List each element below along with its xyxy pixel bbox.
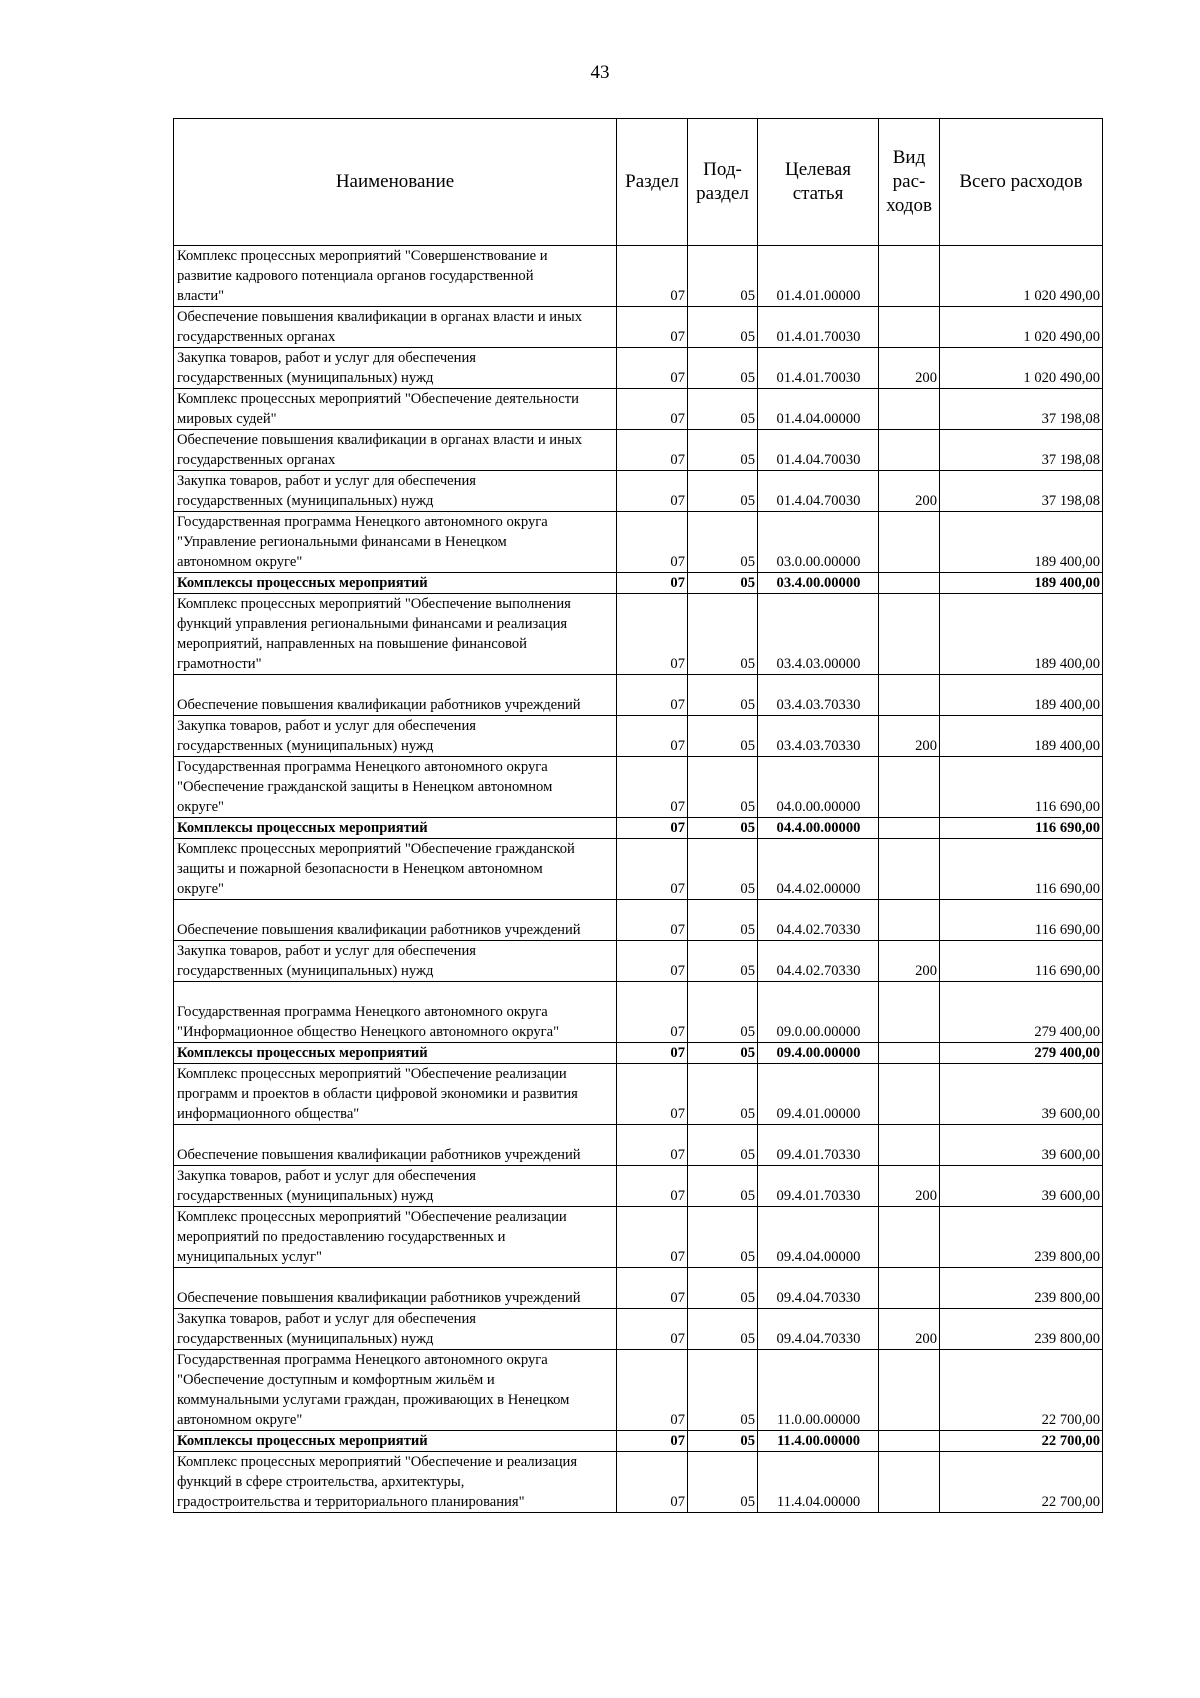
- name-line: автономном округе": [177, 1412, 303, 1428]
- table-row: [174, 1268, 1103, 1309]
- cell-target-article: 11.0.00.00000: [758, 1350, 879, 1431]
- cell-total: 189 400,00: [940, 573, 1103, 594]
- name-line: автономном округе": [177, 554, 303, 570]
- cell-name: [174, 1043, 617, 1064]
- cell-expense-type: [879, 1043, 940, 1064]
- cell-name: [174, 389, 617, 430]
- cell-total: 189 400,00: [940, 675, 1103, 716]
- cell-subsection: 05: [688, 1166, 758, 1207]
- cell-expense-type: [879, 757, 940, 818]
- header-subsection: Под- раздел: [688, 119, 758, 246]
- cell-target-article: 03.4.03.70330: [758, 675, 879, 716]
- cell-name: [174, 1309, 617, 1350]
- page-number: 43: [590, 62, 610, 83]
- cell-subsection: 05: [688, 982, 758, 1043]
- cell-target-article: 01.4.01.70030: [758, 307, 879, 348]
- cell-name: [174, 512, 617, 573]
- name-line: мировых судей": [177, 411, 277, 427]
- cell-name: [174, 716, 617, 757]
- table-row: [174, 348, 1103, 389]
- cell-total: 37 198,08: [940, 430, 1103, 471]
- cell-name: [174, 1064, 617, 1125]
- cell-section: 07: [617, 430, 688, 471]
- cell-total: 116 690,00: [940, 839, 1103, 900]
- cell-target-article: 09.4.04.70330: [758, 1268, 879, 1309]
- name-line: Государственная программа Ненецкого автономного округа: [177, 514, 548, 530]
- name-line: Обеспечение повышения квалификации работников учреждений: [177, 1147, 581, 1163]
- cell-expense-type: 200: [879, 941, 940, 982]
- name-line: функций управления региональными финансами и реализация: [177, 616, 568, 632]
- cell-section: 07: [617, 594, 688, 675]
- name-line: Обеспечение повышения квалификации работников учреждений: [177, 922, 581, 938]
- cell-expense-type: [879, 573, 940, 594]
- cell-section: 07: [617, 573, 688, 594]
- name-line: Комплекс процессных мероприятий "Обеспечение и реализация: [177, 1454, 578, 1470]
- cell-total: 39 600,00: [940, 1125, 1103, 1166]
- name-line: Обеспечение повышения квалификации в органах власти и иных: [177, 309, 583, 325]
- cell-section: 07: [617, 900, 688, 941]
- cell-name: [174, 594, 617, 675]
- table-row: [174, 900, 1103, 941]
- cell-expense-type: [879, 1268, 940, 1309]
- name-line: программ и проектов в области цифровой экономики и развития: [177, 1086, 578, 1102]
- name-line: "Управление региональными финансами в Ненецком: [177, 534, 507, 550]
- header-target-article: Целевая статья: [758, 119, 879, 246]
- cell-expense-type: [879, 818, 940, 839]
- table-row: [174, 1166, 1103, 1207]
- cell-total: 239 800,00: [940, 1207, 1103, 1268]
- cell-section: 07: [617, 1043, 688, 1064]
- cell-total: 39 600,00: [940, 1166, 1103, 1207]
- table-row: [174, 389, 1103, 430]
- cell-total: 279 400,00: [940, 1043, 1103, 1064]
- table-row: [174, 982, 1103, 1043]
- cell-section: 07: [617, 512, 688, 573]
- cell-section: 07: [617, 675, 688, 716]
- cell-expense-type: [879, 1350, 940, 1431]
- table-row: [174, 839, 1103, 900]
- cell-expense-type: [879, 430, 940, 471]
- cell-name: [174, 839, 617, 900]
- cell-subsection: 05: [688, 1207, 758, 1268]
- cell-name: [174, 941, 617, 982]
- cell-section: 07: [617, 1125, 688, 1166]
- cell-subsection: 05: [688, 1043, 758, 1064]
- name-line: Комплексы процессных мероприятий: [177, 820, 428, 836]
- name-line: Государственная программа Ненецкого автономного округа: [177, 1352, 548, 1368]
- name-line: власти": [177, 288, 225, 304]
- cell-name: [174, 982, 617, 1043]
- cell-subsection: 05: [688, 1452, 758, 1513]
- name-line: Комплексы процессных мероприятий: [177, 575, 428, 591]
- cell-total: 279 400,00: [940, 982, 1103, 1043]
- cell-subsection: 05: [688, 818, 758, 839]
- cell-subsection: 05: [688, 573, 758, 594]
- cell-target-article: 01.4.01.00000: [758, 246, 879, 307]
- cell-section: 07: [617, 307, 688, 348]
- cell-name: [174, 1350, 617, 1431]
- cell-total: 189 400,00: [940, 512, 1103, 573]
- name-line: государственных (муниципальных) нужд: [177, 493, 434, 509]
- table-row: [174, 594, 1103, 675]
- cell-name: [174, 1452, 617, 1513]
- cell-subsection: 05: [688, 1125, 758, 1166]
- cell-total: 189 400,00: [940, 716, 1103, 757]
- cell-subsection: 05: [688, 246, 758, 307]
- name-line: округе": [177, 881, 225, 897]
- name-line: Закупка товаров, работ и услуг для обеспечения: [177, 350, 476, 366]
- cell-section: 07: [617, 982, 688, 1043]
- name-line: Закупка товаров, работ и услуг для обеспечения: [177, 718, 476, 734]
- name-line: градостроительства и территориального планирования": [177, 1494, 525, 1510]
- table-row: [174, 307, 1103, 348]
- cell-section: 07: [617, 941, 688, 982]
- table-row: [174, 512, 1103, 573]
- cell-expense-type: [879, 839, 940, 900]
- name-line: Обеспечение повышения квалификации работников учреждений: [177, 1290, 581, 1306]
- name-line: мероприятий, направленных на повышение финансовой: [177, 636, 527, 652]
- cell-target-article: 03.4.03.00000: [758, 594, 879, 675]
- table-row: [174, 1309, 1103, 1350]
- cell-section: 07: [617, 1350, 688, 1431]
- cell-total: 37 198,08: [940, 389, 1103, 430]
- cell-section: 07: [617, 1207, 688, 1268]
- table-row: [174, 573, 1103, 594]
- cell-target-article: 09.0.00.00000: [758, 982, 879, 1043]
- cell-section: 07: [617, 1431, 688, 1452]
- table-row: [174, 1452, 1103, 1513]
- name-line: мероприятий по предоставлению государственных и: [177, 1229, 506, 1245]
- cell-name: [174, 1431, 617, 1452]
- cell-name: [174, 1268, 617, 1309]
- cell-name: [174, 1166, 617, 1207]
- cell-expense-type: 200: [879, 471, 940, 512]
- cell-total: 1 020 490,00: [940, 246, 1103, 307]
- table-row: [174, 1125, 1103, 1166]
- cell-expense-type: [879, 982, 940, 1043]
- cell-target-article: 09.4.00.00000: [758, 1043, 879, 1064]
- name-line: Комплекс процессных мероприятий "Обеспечение гражданской: [177, 841, 575, 857]
- cell-subsection: 05: [688, 430, 758, 471]
- cell-expense-type: [879, 246, 940, 307]
- name-line: государственных (муниципальных) нужд: [177, 1188, 434, 1204]
- header-section: Раздел: [617, 119, 688, 246]
- cell-expense-type: [879, 1125, 940, 1166]
- name-line: округе": [177, 799, 225, 815]
- table-header-row: [174, 119, 1103, 246]
- table-row: [174, 1350, 1103, 1431]
- cell-target-article: 04.4.02.00000: [758, 839, 879, 900]
- cell-expense-type: [879, 1452, 940, 1513]
- cell-section: 07: [617, 1064, 688, 1125]
- cell-target-article: 09.4.01.00000: [758, 1064, 879, 1125]
- cell-total: 116 690,00: [940, 757, 1103, 818]
- name-line: "Информационное общество Ненецкого автономного округа": [177, 1024, 560, 1040]
- name-line: государственных органах: [177, 329, 336, 345]
- cell-total: 22 700,00: [940, 1350, 1103, 1431]
- table-row: [174, 1064, 1103, 1125]
- budget-table: [173, 118, 1103, 1513]
- cell-expense-type: [879, 594, 940, 675]
- name-line: Закупка товаров, работ и услуг для обеспечения: [177, 943, 476, 959]
- cell-section: 07: [617, 757, 688, 818]
- name-line: развитие кадрового потенциала органов государственной: [177, 268, 534, 284]
- cell-name: [174, 675, 617, 716]
- table-row: [174, 818, 1103, 839]
- cell-subsection: 05: [688, 471, 758, 512]
- table-row: [174, 246, 1103, 307]
- name-line: коммунальными услугами граждан, проживающих в Ненецком: [177, 1392, 570, 1408]
- cell-target-article: 03.4.03.70330: [758, 716, 879, 757]
- cell-subsection: 05: [688, 839, 758, 900]
- cell-expense-type: [879, 1207, 940, 1268]
- cell-section: 07: [617, 389, 688, 430]
- name-line: государственных (муниципальных) нужд: [177, 1331, 434, 1347]
- cell-section: 07: [617, 1166, 688, 1207]
- cell-target-article: 04.4.00.00000: [758, 818, 879, 839]
- name-line: Обеспечение повышения квалификации в органах власти и иных: [177, 432, 583, 448]
- name-line: государственных (муниципальных) нужд: [177, 738, 434, 754]
- cell-expense-type: [879, 307, 940, 348]
- cell-name: [174, 900, 617, 941]
- cell-target-article: 01.4.04.00000: [758, 389, 879, 430]
- name-line: государственных (муниципальных) нужд: [177, 370, 434, 386]
- cell-expense-type: 200: [879, 1309, 940, 1350]
- cell-expense-type: 200: [879, 716, 940, 757]
- table-row: [174, 1431, 1103, 1452]
- name-line: Закупка товаров, работ и услуг для обеспечения: [177, 1168, 476, 1184]
- cell-target-article: 04.4.02.70330: [758, 900, 879, 941]
- name-line: Государственная программа Ненецкого автономного округа: [177, 759, 548, 775]
- cell-total: 116 690,00: [940, 818, 1103, 839]
- cell-target-article: 11.4.04.00000: [758, 1452, 879, 1513]
- cell-subsection: 05: [688, 348, 758, 389]
- cell-name: [174, 1125, 617, 1166]
- header-name: Наименование: [174, 119, 617, 246]
- cell-name: [174, 1207, 617, 1268]
- table-row: [174, 1043, 1103, 1064]
- cell-subsection: 05: [688, 1064, 758, 1125]
- cell-target-article: 11.4.00.00000: [758, 1431, 879, 1452]
- name-line: защиты и пожарной безопасности в Ненецком автономном: [177, 861, 543, 877]
- cell-target-article: 03.4.00.00000: [758, 573, 879, 594]
- cell-expense-type: [879, 1431, 940, 1452]
- cell-subsection: 05: [688, 594, 758, 675]
- cell-total: 239 800,00: [940, 1268, 1103, 1309]
- cell-target-article: 09.4.04.70330: [758, 1309, 879, 1350]
- cell-target-article: 04.4.02.70330: [758, 941, 879, 982]
- cell-subsection: 05: [688, 757, 758, 818]
- table-row: [174, 471, 1103, 512]
- cell-section: 07: [617, 471, 688, 512]
- name-line: функций в сфере строительства, архитектуры,: [177, 1474, 465, 1490]
- name-line: грамотности": [177, 656, 262, 672]
- cell-name: [174, 430, 617, 471]
- cell-total: 39 600,00: [940, 1064, 1103, 1125]
- cell-target-article: 03.0.00.00000: [758, 512, 879, 573]
- cell-section: 07: [617, 839, 688, 900]
- name-line: Комплекс процессных мероприятий "Обеспечение деятельности: [177, 391, 579, 407]
- cell-expense-type: [879, 512, 940, 573]
- cell-subsection: 05: [688, 1268, 758, 1309]
- cell-total: 239 800,00: [940, 1309, 1103, 1350]
- cell-section: 07: [617, 716, 688, 757]
- cell-expense-type: 200: [879, 1166, 940, 1207]
- cell-target-article: 09.4.04.00000: [758, 1207, 879, 1268]
- cell-section: 07: [617, 1268, 688, 1309]
- cell-total: 116 690,00: [940, 941, 1103, 982]
- name-line: Комплекс процессных мероприятий "Совершенствование и: [177, 248, 548, 264]
- cell-expense-type: [879, 675, 940, 716]
- cell-subsection: 05: [688, 1309, 758, 1350]
- cell-target-article: 01.4.04.70030: [758, 471, 879, 512]
- cell-section: 07: [617, 348, 688, 389]
- cell-name: [174, 757, 617, 818]
- cell-subsection: 05: [688, 941, 758, 982]
- cell-subsection: 05: [688, 675, 758, 716]
- name-line: "Обеспечение доступным и комфортным жильём и: [177, 1372, 495, 1388]
- cell-name: [174, 573, 617, 594]
- table-row: [174, 1207, 1103, 1268]
- cell-subsection: 05: [688, 307, 758, 348]
- cell-name: [174, 818, 617, 839]
- cell-section: 07: [617, 246, 688, 307]
- cell-name: [174, 471, 617, 512]
- cell-section: 07: [617, 818, 688, 839]
- name-line: Комплексы процессных мероприятий: [177, 1045, 428, 1061]
- name-line: Комплекс процессных мероприятий "Обеспечение выполнения: [177, 596, 571, 612]
- cell-total: 22 700,00: [940, 1452, 1103, 1513]
- cell-total: 1 020 490,00: [940, 348, 1103, 389]
- cell-target-article: 09.4.01.70330: [758, 1125, 879, 1166]
- cell-total: 37 198,08: [940, 471, 1103, 512]
- cell-total: 1 020 490,00: [940, 307, 1103, 348]
- table-row: [174, 757, 1103, 818]
- cell-subsection: 05: [688, 900, 758, 941]
- cell-target-article: 01.4.04.70030: [758, 430, 879, 471]
- cell-name: [174, 246, 617, 307]
- cell-total: 22 700,00: [940, 1431, 1103, 1452]
- name-line: Комплекс процессных мероприятий "Обеспечение реализации: [177, 1066, 567, 1082]
- name-line: Обеспечение повышения квалификации работников учреждений: [177, 697, 581, 713]
- name-line: информационного общества": [177, 1106, 360, 1122]
- cell-name: [174, 307, 617, 348]
- name-line: государственных (муниципальных) нужд: [177, 963, 434, 979]
- table-body: [174, 246, 1103, 1513]
- cell-expense-type: [879, 1064, 940, 1125]
- name-line: Закупка товаров, работ и услуг для обеспечения: [177, 1311, 476, 1327]
- cell-expense-type: [879, 900, 940, 941]
- cell-subsection: 05: [688, 512, 758, 573]
- cell-section: 07: [617, 1309, 688, 1350]
- cell-total: 189 400,00: [940, 594, 1103, 675]
- cell-subsection: 05: [688, 389, 758, 430]
- table-row: [174, 716, 1103, 757]
- header-expense-type: Вид рас- ходов: [879, 119, 940, 246]
- cell-subsection: 05: [688, 716, 758, 757]
- cell-expense-type: 200: [879, 348, 940, 389]
- cell-subsection: 05: [688, 1431, 758, 1452]
- cell-target-article: 01.4.01.70030: [758, 348, 879, 389]
- table-row: [174, 430, 1103, 471]
- header-total: Всего расходов: [940, 119, 1103, 246]
- cell-subsection: 05: [688, 1350, 758, 1431]
- name-line: государственных органах: [177, 452, 336, 468]
- cell-target-article: 09.4.01.70330: [758, 1166, 879, 1207]
- name-line: муниципальных услуг": [177, 1249, 322, 1265]
- table-row: [174, 675, 1103, 716]
- name-line: Закупка товаров, работ и услуг для обеспечения: [177, 473, 476, 489]
- name-line: Комплекс процессных мероприятий "Обеспечение реализации: [177, 1209, 567, 1225]
- cell-name: [174, 348, 617, 389]
- name-line: "Обеспечение гражданской защиты в Ненецком автономном: [177, 779, 553, 795]
- name-line: Государственная программа Ненецкого автономного округа: [177, 1004, 548, 1020]
- name-line: Комплексы процессных мероприятий: [177, 1433, 428, 1449]
- cell-expense-type: [879, 389, 940, 430]
- cell-target-article: 04.0.00.00000: [758, 757, 879, 818]
- cell-total: 116 690,00: [940, 900, 1103, 941]
- cell-section: 07: [617, 1452, 688, 1513]
- table-row: [174, 941, 1103, 982]
